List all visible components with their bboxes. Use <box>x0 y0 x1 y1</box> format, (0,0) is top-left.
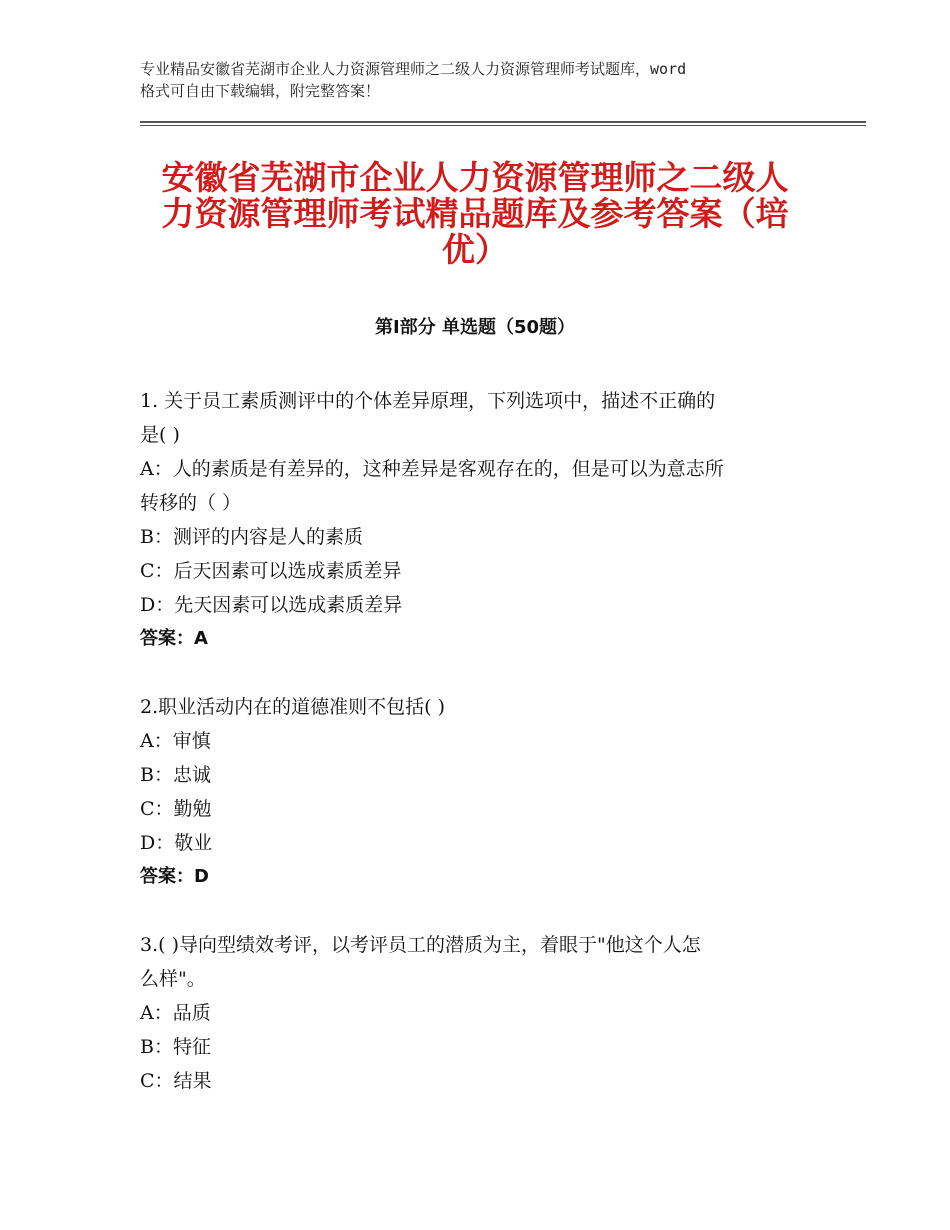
document-title-line-3: 优） <box>442 230 508 269</box>
question-2 <box>140 690 810 894</box>
question-2-option-b: B：忠诚 <box>140 764 211 786</box>
question-3-stem-line-2: 么样"。 <box>140 968 206 990</box>
question-3-stem-line-1: 3.( )导向型绩效考评，以考评员工的潜质为主，着眼于"他这个人怎 <box>140 934 701 956</box>
header-divider-thin <box>140 125 866 126</box>
question-3-option-c: C：结果 <box>140 1070 212 1092</box>
question-1-option-d: D：先天因素可以选成素质差异 <box>140 594 403 616</box>
question-1-stem-line-2: 是( ) <box>140 424 180 446</box>
document-title-line-1: 安徽省芜湖市企业人力资源管理师之二级人 <box>161 158 789 197</box>
document-title <box>140 160 810 268</box>
document-title-line-2: 力资源管理师考试精品题库及参考答案（培 <box>161 194 789 233</box>
question-2-answer: 答案：D <box>140 866 209 887</box>
question-3-option-b: B：特征 <box>140 1036 211 1058</box>
question-1-option-c: C：后天因素可以选成素质差异 <box>140 560 402 582</box>
question-1-answer: 答案：A <box>140 628 208 649</box>
header-note-line-2: 格式可自由下载编辑，附完整答案！ <box>140 82 381 100</box>
header-note-line-1: 专业精品安徽省芜湖市企业人力资源管理师之二级人力资源管理师考试题库，word <box>140 60 687 78</box>
header-divider-thick <box>140 121 866 123</box>
question-2-option-c: C：勤勉 <box>140 798 212 820</box>
question-1-stem-line-1: 1. 关于员工素质测评中的个体差异原理，下列选项中，描述不正确的 <box>140 390 716 412</box>
question-list <box>140 384 810 1132</box>
header-note <box>140 58 820 102</box>
question-1-option-b: B：测评的内容是人的素质 <box>140 526 363 548</box>
question-1 <box>140 384 810 656</box>
question-2-stem-line-1: 2.职业活动内在的道德准则不包括( ) <box>140 696 445 718</box>
section-heading: 第Ⅰ部分 单选题（50题） <box>374 317 575 338</box>
question-2-option-d: D：敬业 <box>140 832 213 854</box>
question-2-option-a: A：审慎 <box>140 730 211 752</box>
question-1-option-a: A：人的素质是有差异的，这种差异是客观存在的，但是可以为意志所 <box>140 458 724 480</box>
question-3-option-a: A：品质 <box>140 1002 211 1024</box>
question-3 <box>140 928 810 1098</box>
question-1-option-a-cont: 转移的（ ） <box>140 492 242 514</box>
